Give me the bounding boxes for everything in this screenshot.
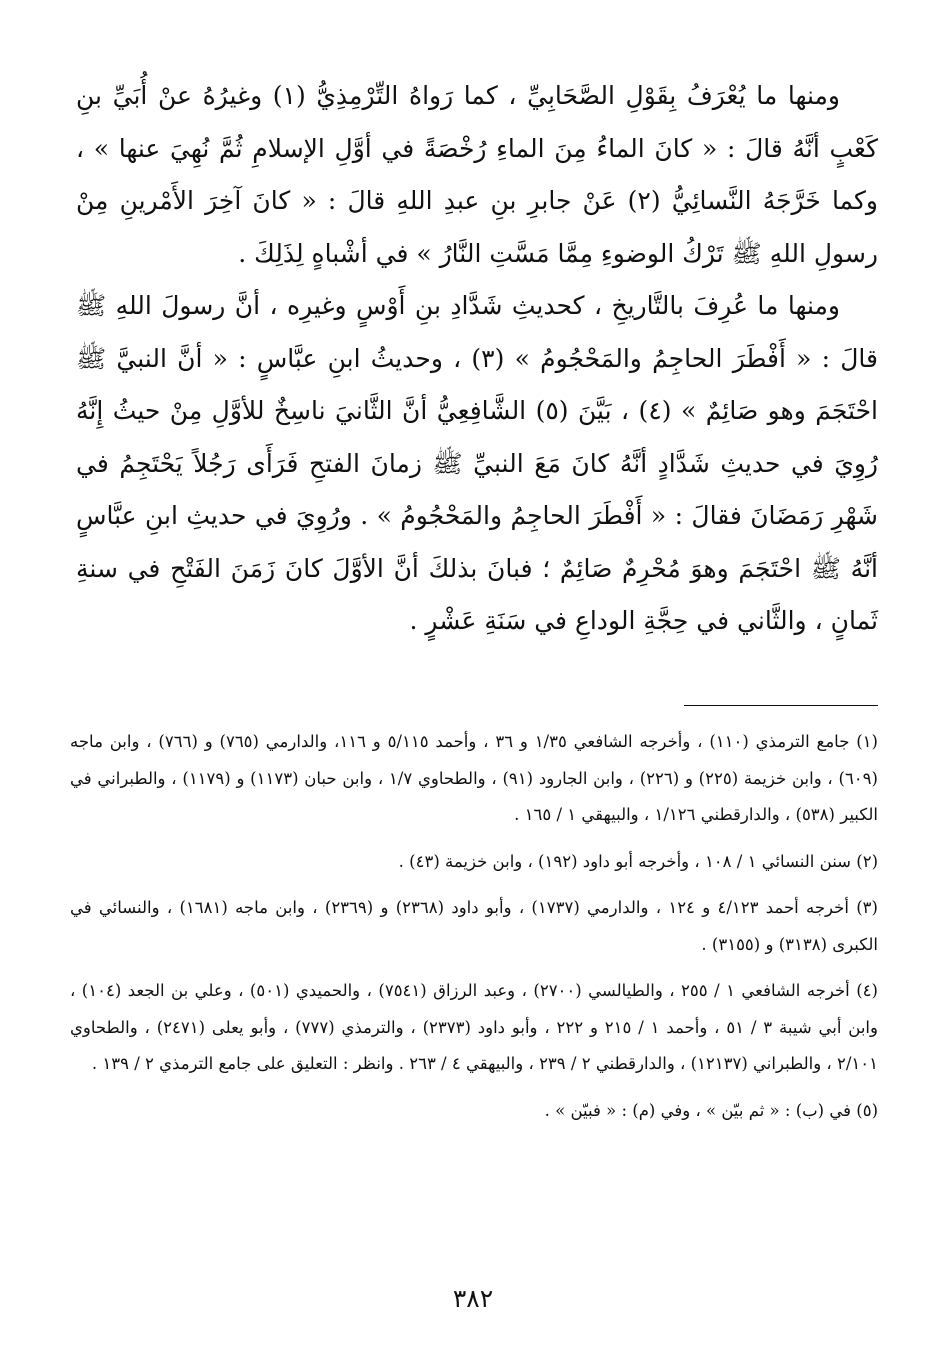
- footnote-3: (٣) أخرجه أحمد ٤/١٢٣ و ١٢٤ ، والدارمي (١٧٣٧) ، وأبو داود (٢٣٦٨) و (٢٣٦٩) ، وابن ماجه (١٦٨١) ، والنسائي في الكبرى (٣١٣٨) و (٣١٥٥) .: [70, 898, 878, 954]
- main-text: [76, 70, 878, 648]
- footnote-separator: [684, 705, 878, 706]
- footnote-2: (٢) سنن النسائي ١ / ١٠٨ ، وأخرجه أبو داود (١٩٢) ، وابن خزيمة (٤٣) .: [398, 851, 878, 871]
- footnote-5: (٥) في (ب) : « ثم بيّن » ، وفي (م) : « فبيّن » .: [544, 1100, 878, 1120]
- footnote-4: (٤) أخرجه الشافعي ١ / ٢٥٥ ، والطيالسي (٢٧٠٠) ، وعبد الرزاق (٧٥٤١) ، والحميدي (٥٠١) ، وعلي بن الجعد (١٠٤) ، وابن أبي شيبة ٣ / ٥١ ، وأحمد ١ / ٢١٥ و ٢٢٢ ، وأبو داود (٢٣٧٣) ، والترمذي (٧٧٧) ، وأبو يعلى (٢٤٧١) ، والطحاوي ٢/١٠١ ، والطبراني (١٢١٣٧) ، والدارقطني ٢ / ٢٣٩ ، والبيهقي ٤ / ٢٦٣ . وانظر : التعليق على جامع الترمذي ٢ / ١٣٩ .: [70, 981, 878, 1073]
- footnotes: [70, 724, 878, 1139]
- body-paragraph-1: ومنها ما يُعْرَفُ بِقَوْلِ الصَّحَابِيِّ ، كما رَواهُ التِّرْمِذِيُّ (١) وغيرُهُ عنْ أُبَيِّ بنِ كَعْبٍ أنَّهُ قالَ : « كانَ الماءُ مِنَ الماءِ رُخْصَةً في أوَّلِ الإسلامِ ثُمَّ نُهِيَ عنها » ، وكما خَرَّجَهُ النَّسائِيُّ (٢) عَنْ جابرِ بنِ عبدِ اللهِ قالَ : « كانَ آخِرَ الأَمْرينِ مِنْ رسولِ اللهِ ﷺ تَرْكُ الوضوءِ مِمَّا مَسَّتِ النَّارُ » في أشْباهٍ لِذَلِكَ .: [76, 81, 878, 268]
- body-paragraph-2: ومنها ما عُرِفَ بالتَّاريخِ ، كحديثِ شَدَّادِ بنِ أَوْسٍ وغيرِه ، أنَّ رسولَ اللهِ ﷺ قالَ : « أَفْطَرَ الحاجِمُ والمَحْجُومُ » (٣) ، وحديثُ ابنِ عبَّاسٍ : « أنَّ النبيَّ ﷺ احْتَجَمَ وهو صَائِمٌ » (٤) ، بَيَّنَ (٥) الشَّافِعِيُّ أنَّ الثَّانيَ ناسِخٌ للأوَّلِ مِنْ حيثُ إِنَّهُ رُوِيَ في حديثِ شَدَّادٍ أنَّهُ كانَ مَعَ النبيِّ ﷺ زمانَ الفتحِ فَرَأَى رَجُلاً يَحْتَجِمُ في شَهْرِ رَمَضَانَ فقالَ : « أَفْطَرَ الحاجِمُ والمَحْجُومُ » . ورُوِيَ في حديثِ ابنِ عبَّاسٍ أنَّهُ ﷺ احْتَجَمَ وهوَ مُحْرِمٌ صَائِمٌ ؛ فبانَ بذلكَ أنَّ الأوَّلَ كانَ زَمَنَ الفَتْحِ في سنةِ ثَمانٍ ، والثَّاني في حِجَّةِ الوداعِ في سَنَةِ عَشْرٍ .: [76, 291, 878, 635]
- page-number: ٣٨٢: [452, 1284, 494, 1313]
- footnote-1: (١) جامع الترمذي (١١٠) ، وأخرجه الشافعي ١/٣٥ و ٣٦ ، وأحمد ٥/١١٥ و ١١٦، والدارمي (٧٦٥) و (٧٦٦) ، وابن ماجه (٦٠٩) ، وابن خزيمة (٢٢٥) و (٢٢٦) ، وابن الجارود (٩١) ، والطحاوي ١/٧ ، وابن حبان (١١٧٣) و (١١٧٩) ، والطبراني في الكبير (٥٣٨) ، والدارقطني ١/١٢٦ ، والبيهقي ١ / ١٦٥ .: [70, 732, 878, 824]
